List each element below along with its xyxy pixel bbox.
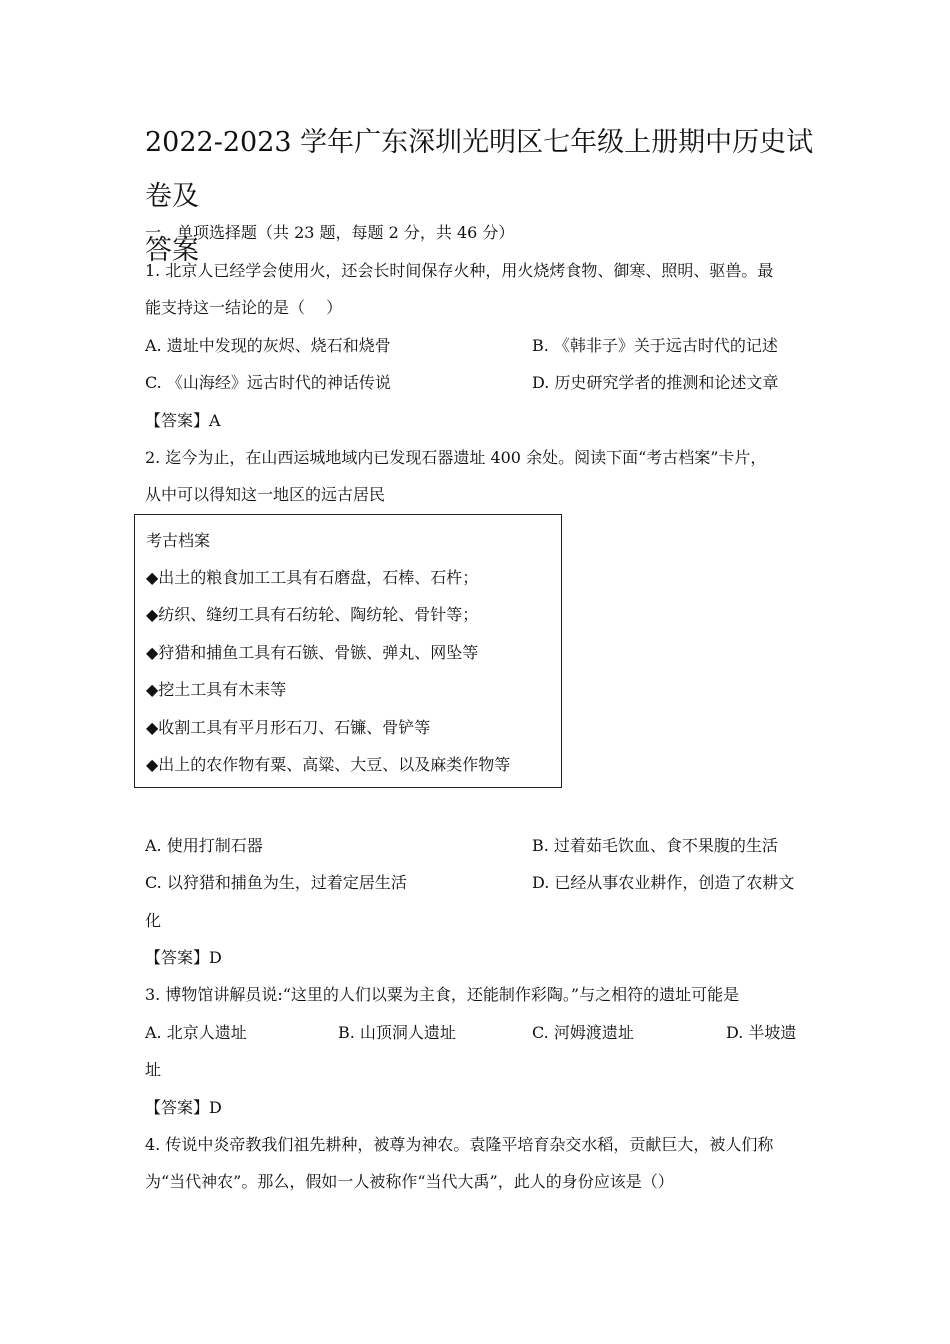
- q3-option-c: C. 河姆渡遗址: [532, 1023, 634, 1042]
- archive-item: ◆收割工具有平月形石刀、石镰、骨铲等: [146, 718, 431, 737]
- q3-option-a: A. 北京人遗址: [145, 1023, 247, 1042]
- q2-option-c: C. 以狩猎和捕鱼为生，过着定居生活: [145, 873, 407, 892]
- q3-option-b: B. 山顶洞人遗址: [338, 1023, 456, 1042]
- q1-stem-line-1: 1. 北京人已经学会使用火，还会长时间保存火种，用火烧烤食物、御寒、照明、驱兽。最: [145, 261, 774, 280]
- archive-card: [134, 514, 562, 788]
- q1-option-d: D. 历史研究学者的推测和论述文章: [532, 373, 779, 392]
- archive-item: ◆纺织、缝纫工具有石纺轮、陶纺轮、骨针等；: [146, 605, 479, 624]
- q3-answer: 【答案】D: [145, 1098, 222, 1117]
- archive-item: ◆狩猎和捕鱼工具有石镞、骨镞、弹丸、网坠等: [146, 643, 479, 662]
- q2-stem-line-2: 从中可以得知这一地区的远古居民: [145, 485, 386, 504]
- title-line-1: 2022-2023 学年广东深圳光明区七年级上册期中历史试卷及: [145, 127, 814, 212]
- q2-option-b: B. 过着茹毛饮血、食不果腹的生活: [532, 836, 778, 855]
- q1-option-c: C. 《山海经》远古时代的神话传说: [145, 373, 391, 392]
- archive-item: ◆挖土工具有木耒等: [146, 680, 287, 699]
- q3-option-d-continued: 址: [145, 1060, 162, 1079]
- q2-stem-line-1: 2. 迄今为止，在山西运城地域内已发现石器遗址 400 余处。阅读下面“考古档案”卡片，: [145, 448, 767, 467]
- q1-option-a: A. 遗址中发现的灰烬、烧石和烧骨: [145, 336, 391, 355]
- q3-option-d: D. 半坡遗: [726, 1023, 797, 1042]
- q1-stem-line-2: 能支持这一结论的是（ ）: [145, 298, 343, 317]
- archive-item: ◆出土的粮食加工工具有石磨盘，石棒、石杵；: [146, 568, 479, 587]
- archive-heading: 考古档案: [146, 531, 211, 550]
- title-line-2: 答案: [145, 235, 199, 266]
- q1-option-b: B. 《韩非子》关于远古时代的记述: [532, 336, 778, 355]
- q2-answer: 【答案】D: [145, 948, 222, 967]
- q2-option-d: D. 已经从事农业耕作，创造了农耕文: [532, 873, 795, 892]
- q3-stem: 3. 博物馆讲解员说:“这里的人们以粟为主食，还能制作彩陶。”与之相符的遗址可能是: [145, 985, 740, 1004]
- document-title: [145, 116, 825, 278]
- q4-stem-line-1: 4. 传说中炎帝教我们祖先耕种，被尊为神农。袁隆平培育杂交水稻，贡献巨大，被人们称: [145, 1135, 774, 1154]
- q2-option-a: A. 使用打制石器: [145, 836, 263, 855]
- q4-stem-line-2: 为“当代神农”。那么，假如一人被称作“当代大禹”，此人的身份应该是（）: [145, 1172, 674, 1191]
- archive-item: ◆出上的农作物有粟、高粱、大豆、以及麻类作物等: [146, 755, 511, 774]
- q1-answer: 【答案】A: [145, 411, 221, 430]
- q2-option-d-continued: 化: [145, 911, 162, 930]
- section-header: 一、单项选择题（共 23 题，每题 2 分，共 46 分）: [145, 223, 515, 242]
